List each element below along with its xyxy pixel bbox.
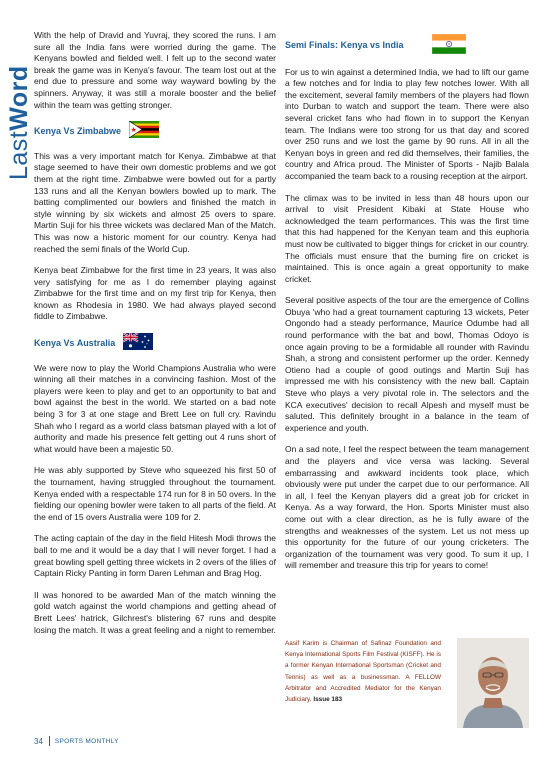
section-label-light: Last [5, 130, 33, 180]
section-label [6, 30, 32, 180]
issue-number: Issue 183 [313, 696, 343, 704]
right-column [285, 30, 529, 582]
paragraph: Kenya beat Zimbabwe for the first time in 23 years, It was also very satisfying for me as I do remember playing against Zimbabwe for the first time and on my first trip for Kenya, then known as Rhodesia in 1980. We had always played second fiddle to Zimbabwe. [34, 265, 276, 322]
zimbabwe-flag-icon [129, 121, 159, 142]
paragraph: This was a very important match for Kenya. Zimbabwe at that stage seemed to have their own domestic problems and we got them at the right time. Zimbabwe were bowled out for a partly 133 runs and all the Kenyan bowlers bowled up to mark. The batting complimented our bowlers and finished the match in style winning by six wickets and almost 25 overs to spare. Martin Suji for his three wickets was declared Man of the Match. This was now a historic moment for our country. Kenya had reached the semi finals of the World Cup. [34, 150, 276, 254]
left-column [34, 30, 276, 646]
subheading-text: Semi Finals: Kenya vs India [285, 40, 404, 50]
subheading-text: Kenya Vs Australia [34, 337, 116, 348]
subheading-australia [34, 333, 276, 354]
page-footer [14, 734, 164, 748]
author-photo [457, 638, 529, 728]
magazine-name: SPORTS MONTHLY [54, 737, 119, 745]
paragraph: For us to win against a determined India, we had to lift our game a few notches and for India to play few notches lower. With all the excitement, several family members of the players had flown into Durban to watch and support the team. There were also several cricket fans who had flown in to support the Kenyan team. The Indians were too strong for us that day and scored over 250 runs and we lost the game by 90 runs. All in all the Kenyan boys in green and red did themselves, their families, the country and Africa proud. The Minister of Sports - Najib Balala accompanied the team back to a rousing reception at the airport. [285, 66, 529, 181]
paragraph: The climax was to be invited in less than 48 hours upon our arrival to visit President Kibaki at State House who acknowledged the team performances. This was the first time that this had happened for the Kenyan team and this euphoria must now be cultivated to bigger things for cricket in our country. The officials must ensure that the burning fire on cricket is maintained. This is once again a great opportunity to make cricket. [285, 192, 529, 284]
paragraph: On a sad note, I feel the respect between the team management and the players and vice versa was lacking. Several embarrassing and awkward incidents took place, which obviously were put under the carpet due to our performance. All in all, I feel the Kenyan players did a great job for cricket in Kenya. As a way forward, the Hon. Sports Minister must also come out with a clear direction, as he is fully aware of the strengths and weaknesses of the system. Let us not mess up this opportunity for the future of our young cricketers. The organization of the tournament was very good. To sum it up, I will remember and treasure this trip for years to come! [285, 444, 529, 571]
page-number: 34 [34, 736, 43, 746]
paragraph: The acting captain of the day in the field Hitesh Modi throws the ball to me and it would be a day that I will never forget. I had a great bowling spell getting three wickets in 2 overs of the lilies of Captain Ricky Panting in form Daren Lehman and Brag Hog. [34, 533, 276, 579]
section-label-bold: Word [5, 65, 33, 131]
subheading-india [285, 34, 529, 58]
india-flag-icon [432, 34, 466, 58]
subheading-text: Kenya Vs Zimbabwe [34, 125, 122, 136]
paragraph: We were now to play the World Champions Australia who were winning all their matches in a convincing fashion. Most of the players were keen to play and get to an opportunity to bat and bowl against the best in the world. We started on a bad note being 3 for 3 at one stage and Brett Lee on full cry. Ravindu Shah who I regard as a world class batsman played with a lot of authority and made his presence felt getting out 4 runs short of what would have been a majestic 50. [34, 362, 276, 454]
subheading-zimbabwe [34, 121, 276, 142]
author-bio [285, 638, 529, 726]
paragraph: II was honored to be awarded Man of the match winning the gold watch against the world champions and getting ahead of Brett Lees' hatrick, Gilchrest's blistering 67 runs and despite losing the match. It was a great feeling and a night to remember. [34, 589, 276, 635]
footer-divider [49, 736, 50, 746]
australia-flag-icon [123, 333, 153, 354]
paragraph: With the help of Dravid and Yuvraj, they scored the runs. I am sure all the India fans were worried during the game. The Kenyans bowled and fielded well. I felt up to the second water break the game was in Kenya's favour. The team lost out at the end due to pressure and some way wayward bowling by the spinners. Anyway, it was still a morale booster and the belief within the team was getting stronger. [34, 30, 276, 110]
author-bio-text: Aasif Karim is Chairman of Safinaz Foundation and Kenya International Sports Film Festival (KISFF). He is a former Kenyan International Sportsman (Cricket and Tennis) as well as a businessman. A FELLOW Arbitrator and Accredited Mediator for the Kenyan Judiciary. Issue 183 [285, 640, 441, 704]
paragraph: Several positive aspects of the tour are the emergence of Collins Obuya 'who had a great tournament capturing 13 wickets, Peter Ongondo had a steady performance, Maurice Odumbe had all round performance with the bat and bowl, Thomas Odoyo is once again proving to be a formidable all rounder with Ravindu Shah, a strong and consistent performer up the order. Kennedy Otieno had a couple of good outings and Martin Suji has impressed me with his consistency with the new ball. Captain Steve who plays a very pivotal role in. The selectors and the KCA executives' decision to recall Alpesh and myself must be saluted. This definitely brought in a balance in the team of experience and youth. [285, 295, 529, 433]
paragraph: He was ably supported by Steve who squeezed his first 50 of the tournament, having struggled throughout the tournament. Kenya ended with a respectable 174 run for 8 in 50 overs. In the fielding our opening bowler were taken to all parts of the field. At the end of 15 overs Australia were 109 for 2. [34, 465, 276, 522]
